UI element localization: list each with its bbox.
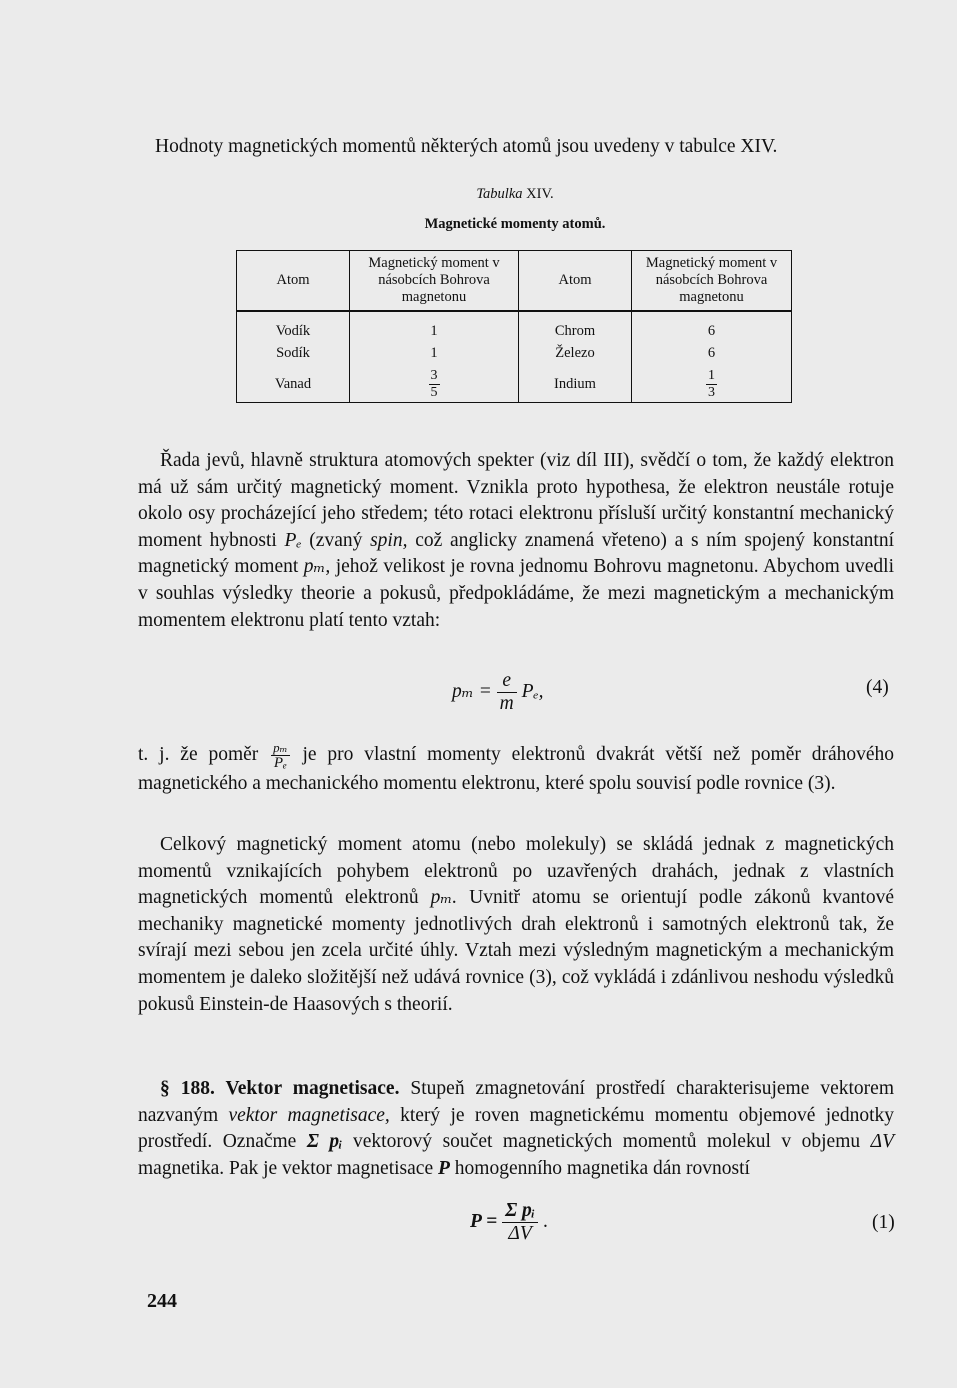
fraction-denominator: m <box>497 692 517 715</box>
table-header-row <box>237 251 792 312</box>
table-cell-atom: Železo <box>519 340 632 362</box>
table-cell-atom: Indium <box>519 362 632 403</box>
math-Pe: Pₑ <box>284 529 302 551</box>
fraction-numerator: pₘ <box>273 740 288 755</box>
paragraph-text: homogenního magnetika dán rovností <box>449 1157 750 1179</box>
equation-fraction <box>502 1200 538 1245</box>
fraction-numerator: 1 <box>708 367 715 383</box>
term-spin: spin, <box>370 529 408 551</box>
section-heading: § 188. Vektor magnetisace. <box>160 1078 400 1099</box>
table-cell-value: 1 <box>350 311 519 340</box>
paragraph-text: jehož velikost je rovna jednomu Bohrovu magnetonu. Abychom uvedli v souhlas výsledky theorie a pokusů, předpokládáme, že mezi magnetickým a mechanickým momentem elektronu platí tento vztah: <box>138 556 894 631</box>
paragraph-text: je pro vlastní momenty elektronů dvakrát větší než poměr dráhového magnetického a mechanického momentu elektronu, které spolu souvisí podle rovnice (3). <box>138 743 895 794</box>
paragraph-text: který je roven magnetickému momentu objemové jednotky prostředí. Označme <box>138 1104 895 1153</box>
fraction-numerator: e <box>502 670 511 691</box>
paragraph-text: magnetika. Pak je vektor magnetisace <box>138 1157 438 1179</box>
paragraph-ratio <box>138 740 894 798</box>
math-pm: pₘ. <box>430 887 458 909</box>
table-header-atom-2: Atom <box>519 251 632 312</box>
table-row <box>237 311 792 340</box>
table-cell-atom: Vanad <box>237 362 350 403</box>
paragraph-text: Uvnitř atomu se orientují podle zákonů kvantové mechaniky magnetické momenty jednotlivých drah elektronů i samotných elektronů tak, že svírají mezi sebou jen zcela určité úhly. Vztah mezi výsledným magnetickým a mechanickým momentem je daleko složitější než udává rovnice (3), což vykládá i zdánlivou neshodu výsledků pokusů Einstein-de Haasových s theorií. <box>138 887 895 1015</box>
paragraph-text: což anglicky znamená vřeteno) a s ním spojený konstantní magnetický moment <box>138 529 894 578</box>
equation-punctuation: . <box>542 1210 548 1232</box>
equation-fraction <box>497 670 517 715</box>
table-caption <box>0 186 957 203</box>
fraction-denominator: 5 <box>430 384 438 400</box>
equation-lhs: P = <box>470 1210 498 1232</box>
table-header-moment-1: Magnetický moment v násobcích Bohrova magnetonu <box>350 251 519 312</box>
table-cell-value: 6 <box>632 340 792 362</box>
equation-4 <box>452 670 544 715</box>
table-row <box>237 362 792 403</box>
paragraph-text: Řada jevů, hlavně struktura atomových spekter (viz díl III), svědčí o tom, že každý elektron má už sám určitý magnetický moment. Vznikla proto hypothesa, že elektron neustále rotuje okolo osy procházející jeho středem; této rotaci elektronu přísluší určitý konstantní mechanický moment hybnosti <box>138 450 894 551</box>
table-cell-atom: Chrom <box>519 311 632 340</box>
fraction-denominator: 3 <box>708 384 715 400</box>
paragraph-text: vektorový součet magnetických momentů molekul v objemu <box>342 1131 871 1153</box>
math-sum-pi: Σ pᵢ <box>306 1131 343 1153</box>
paragraph-text: (zvaný <box>301 529 371 551</box>
fraction <box>429 368 440 401</box>
table-row <box>237 340 792 362</box>
equation-1 <box>470 1200 548 1245</box>
table-cell-value: 6 <box>632 311 792 340</box>
equation-number: (4) <box>866 677 889 698</box>
table-header-moment-2: Magnetický moment v násobcích Bohrova magnetonu <box>632 251 792 312</box>
math-pm: pₘ, <box>303 556 331 578</box>
equation-lhs: pₘ = <box>452 680 492 702</box>
table-cell-atom: Sodík <box>237 340 350 362</box>
paragraph-text: Stupeň zmagnetování prostředí charakterisujeme vektorem nazvaným <box>138 1078 894 1126</box>
page-number: 244 <box>147 1290 177 1312</box>
paragraph-total-moment <box>138 832 894 1018</box>
intro-sentence: Hodnoty magnetických momentů některých atomů jsou uvedeny v tabulce XIV. <box>155 136 778 157</box>
equation-rhs: Pₑ, <box>521 680 544 702</box>
section-188 <box>138 1076 894 1182</box>
table-cell-value <box>632 362 792 403</box>
paragraph-text: Celkový magnetický moment atomu (nebo molekuly) se skládá jednak z magnetických momentů vznikajících pohybem elektronů po uzavřených drahách, jednak z vlastních magnetických momentů elektronů <box>138 834 894 909</box>
table-cell-value: 1 <box>350 340 519 362</box>
table-caption-label: Tabulka <box>476 186 523 202</box>
equation-number: (1) <box>872 1212 895 1233</box>
math-P: P <box>437 1157 450 1179</box>
fraction-denominator: ΔV <box>502 1222 538 1245</box>
paragraph-text: t. j. že poměr <box>138 743 270 765</box>
table-cell-atom: Vodík <box>237 311 350 340</box>
math-delta-v: ΔV <box>870 1131 894 1153</box>
fraction-numerator: 3 <box>430 367 438 383</box>
table-header-atom-1: Atom <box>237 251 350 312</box>
term-vektor-magnetisace: vektor magnetisace, <box>228 1104 390 1126</box>
ratio-fraction <box>271 740 289 771</box>
table-caption-number: XIV. <box>526 186 554 202</box>
paragraph-spin <box>138 448 894 634</box>
fraction-numerator: Σ pᵢ <box>505 1200 536 1221</box>
fraction <box>706 368 717 401</box>
table-cell-value <box>350 362 519 403</box>
magnetic-moments-table <box>236 250 792 403</box>
table-title: Magnetické momenty atomů. <box>424 216 606 232</box>
fraction-denominator: Pₑ <box>271 755 289 771</box>
